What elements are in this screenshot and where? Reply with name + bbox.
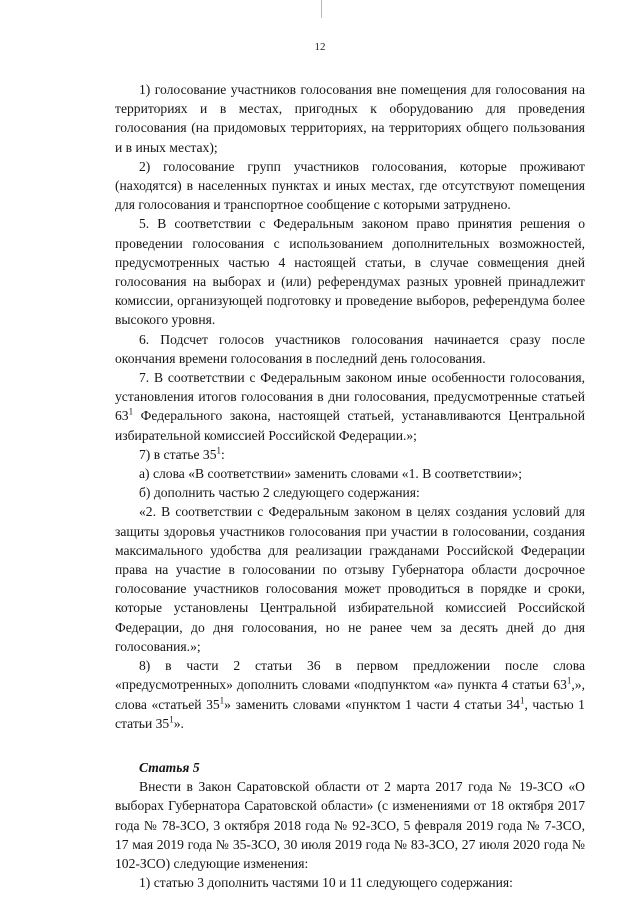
paragraph-clause-6: 6. Подсчет голосов участников голосования начинается сразу после окончания времени голосования в последний день голосования. — [115, 331, 585, 366]
scan-edge-mark — [321, 0, 322, 18]
document-body — [115, 80, 585, 892]
paragraph-clause-7: 7. В соответствии с Федеральным законом иные особенности голосования, установления итогов голосования в дни голосования, предусмотренные статьей $63^1$ Федерального закона, настоящей статьей, устанавливаются Центральной избирательной комиссией Российской Федерации.»; — [115, 370, 585, 443]
article-paragraph-intro: Внести в Закон Саратовской области от 2 марта 2017 года № 19-ЗСО «О выборах Губернатора Саратовской области» (с изменениями от 18 октября 2017 года № 78-ЗСО, 3 октября 2018 года № 92-ЗСО, 5 февраля 2019 года № 7-ЗСО, 17 мая 2019 года № 35-ЗСО, 30 июля 2019 года № 83-ЗСО, 27 июля 2020 года № 102-ЗСО) следующие изменения: — [115, 779, 585, 871]
paragraph-item-8: 8) в части 2 статьи 36 в первом предложении после слова «предусмотренных» дополнить словами «подпунктом «а» пункта 4 статьи $63^1$,», слова «статьей $35^1$» заменить словами «пунктом 1 части 4 статьи $34^1$, частью 1 статьи $35^1$». — [115, 658, 585, 731]
paragraph-item-1: 1) голосование участников голосования вне помещения для голосования на территориях и в местах, пригодных к оборудованию для проведения голосования (на придомовых территориях, на территориях общего пользования и в иных местах); — [115, 82, 585, 155]
paragraph-quoted-part-2: «2. В соответствии с Федеральным законом в целях создания условий для защиты здоровья участников голосования при участии в голосовании, создания максимального удобства для реализации гражданами Российской Федерации права на участие в голосовании по отзыву Губернатора области досрочное голосование участников голосования может проводиться в порядке и сроки, которые установлены Центральной избирательной комиссией Российской Федерации, до дня голосования, но не ранее чем за десять дней до дня голосования.»; — [115, 504, 585, 654]
article-paragraph-item-1: 1) статью 3 дополнить частями 10 и 11 следующего содержания: — [139, 875, 513, 891]
paragraph-item-2: 2) голосование групп участников голосования, которые проживают (находятся) в населенных пунктах и иных местах, где отсутствуют помещения для голосования и транспортное сообщение с которыми затруднено. — [115, 158, 585, 213]
page-number: 12 — [314, 41, 326, 53]
paragraph-subitem-a: а) слова «В соответствии» заменить словами «1. В соответствии»; — [139, 466, 523, 482]
paragraph-clause-5: 5. В соответствии с Федеральным законом право принятия решения о проведении голосования с использованием дополнительных возможностей, предусмотренных частью 4 настоящей статьи, в случае совмещения дней голосования на выборах и (или) референдумах разных уровней принадлежит комиссии, организующей подготовку и проведение выборов, референдума более высокого уровня. — [115, 216, 585, 328]
paragraph-item-7: 7) в статье $35^1$: — [139, 445, 225, 462]
paragraph-subitem-b: б) дополнить частью 2 следующего содержания: — [139, 485, 420, 501]
article-heading: Статья 5 — [139, 759, 200, 775]
